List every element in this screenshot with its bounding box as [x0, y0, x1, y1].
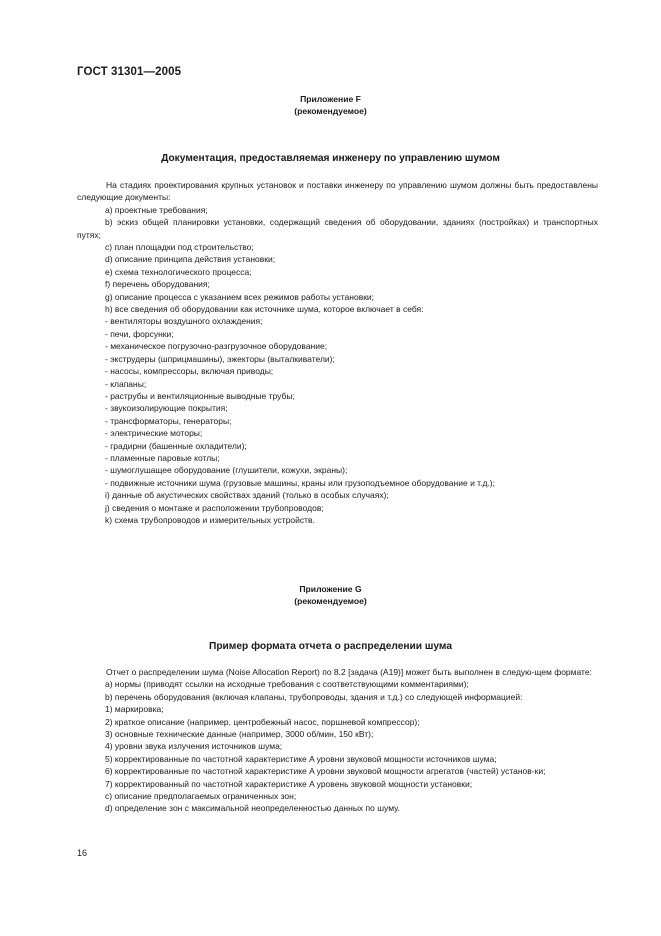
list-item: g) описание процесса с указанием всех режимов работы установки;	[105, 291, 375, 302]
list-item: - трансформаторы, генераторы;	[105, 415, 232, 426]
list-item: a) проектные требования;	[105, 204, 208, 215]
list-item: 1) маркировка;	[105, 704, 164, 715]
annex-f-heading: Документация, предоставляемая инженеру по управлению шумом	[161, 153, 500, 164]
list-item: - раструбы и вентиляционные выводные трубы;	[105, 390, 295, 401]
list-item: c) план площадки под строительство;	[105, 242, 254, 253]
list-item: 4) уровни звука излучения источников шума;	[105, 741, 283, 752]
annex-g-intro: Отчет о распределении шума (Noise Allocation Report) по 8.2 [задача (А19)] может быть выполнен в следую-щем формате:	[106, 667, 592, 677]
list-item: - насосы, компрессоры, включая приводы;	[105, 366, 274, 377]
list-item: d) описание принципа действия установки;	[105, 254, 276, 265]
list-item: - подвижные источники шума (грузовые машины, краны или грузоподъемное оборудование и т.д.);	[105, 477, 495, 488]
list-item: - звукоизолирующие покрытия;	[105, 403, 228, 414]
list-item: 6) корректированные по частотной характеристике A уровни звуковой мощности агрегатов (частей) установ-ки;	[105, 766, 546, 777]
list-item: c) описание предполагаемых ограниченных зон;	[105, 791, 297, 802]
list-item: e) схема технологического процесса;	[105, 266, 252, 277]
annex-f-body	[77, 179, 598, 526]
list-item: h) все сведения об оборудовании как источнике шума, которое включает в себя:	[105, 304, 424, 315]
list-item: - пламенные паровые котлы;	[105, 452, 220, 463]
list-item: i) данные об акустических свойствах зданий (только в особых случаях);	[105, 490, 389, 501]
list-item: b) эскиз общей планировки установки, содержащий сведения об оборудовании, зданиях (постройках) и транспортных путях;	[77, 217, 598, 240]
annex-f-title: Приложение F	[300, 94, 361, 104]
annex-g-body	[77, 666, 598, 815]
annex-f-label	[0, 93, 661, 117]
list-item: - печи, форсунки;	[105, 328, 174, 339]
list-item: k) схема трубопроводов и измерительных устройств.	[105, 514, 315, 525]
list-item: 5) корректированные по частотной характеристике A уровни звуковой мощности источников шума;	[105, 753, 497, 764]
list-item: - градирни (башенные охладители);	[105, 440, 247, 451]
list-item: - экструдеры (шприцмашины), эжекторы (выталкиватели);	[105, 353, 335, 364]
list-item: 7) корректированный по частотной характеристике A уровень звуковой мощности установки;	[105, 778, 473, 789]
page-number: 16	[77, 848, 88, 858]
list-item: b) перечень оборудования (включая клапаны, трубопроводы, здания и т.д.) со следующей информацией:	[105, 691, 523, 702]
list-item: d) определение зон с максимальной неопределенностью данных по шуму.	[105, 803, 400, 814]
list-item: - клапаны;	[105, 378, 147, 389]
list-item: - механическое погрузочно-разгрузочное оборудование;	[105, 341, 328, 352]
annex-g-status: (рекомендуемое)	[294, 596, 367, 606]
annex-g-label	[0, 583, 661, 607]
list-item: j) сведения о монтаже и расположении трубопроводов;	[105, 502, 324, 513]
list-item: - шумоглушащее оборудование (глушители, кожухи, экраны);	[105, 465, 348, 476]
standard-header: ГОСТ 31301—2005	[77, 66, 182, 78]
annex-f-intro: На стадиях проектирования крупных установок и поставки инженеру по управлению шумом должны быть предоставлены следующие документы:	[77, 180, 598, 203]
annex-g-heading: Пример формата отчета о распределении шума	[209, 641, 452, 652]
list-item: - электрические моторы;	[105, 428, 203, 439]
list-item: a) нормы (приводят ссылки на исходные требования с соответствующими комментариями);	[105, 679, 469, 690]
list-item: f) перечень оборудования;	[105, 279, 210, 290]
annex-g-title: Приложение G	[299, 584, 362, 594]
list-item: 3) основные технические данные (например, 3000 об/мин, 150 кВт);	[105, 729, 374, 740]
annex-f-status: (рекомендуемое)	[294, 106, 367, 116]
list-item: 2) краткое описание (например, центробежный насос, поршневой компрессор);	[105, 716, 420, 727]
list-item: - вентиляторы воздушного охлаждения;	[105, 316, 263, 327]
